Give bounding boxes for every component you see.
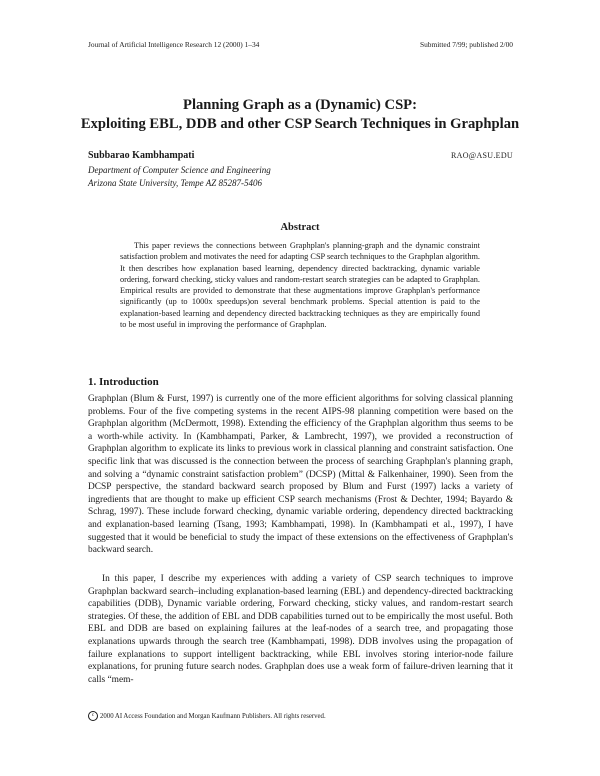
submission-dates: Submitted 7/99; published 2/00 <box>420 40 513 49</box>
author-email: RAO@ASU.EDU <box>450 151 513 160</box>
copyright-text: 2000 AI Access Foundation and Morgan Kaufmann Publishers. All rights reserved. <box>100 712 326 720</box>
abstract-heading: Abstract <box>280 222 320 233</box>
paper-title <box>60 96 540 134</box>
body-paragraph-2: In this paper, I describe my experiences with adding a variety of CSP search techniques to improve Graphplan backward search–including explanation-based learning (EBL) and dependency-directed backtracking capabilities (DDB), Dynamic variable ordering, Forward checking, sticky values, and random-restart search strategies. Of these, the addition of EBL and DDB capabilities turned out to be empirically the most useful. Both EBL and DDB are based on explaining failures at the leaf-nodes of a search tree, and propagating those explanations upwards through the search tree (Kambhampati, 1998). DDB involves using the propagation of failure explanations to support intelligent backtracking, while EBL involves storing interior-node failure explanations, for pruning future search nodes. Graphplan does use a weak form of failure-driven learning that it calls “mem- <box>88 574 513 685</box>
author-university: Arizona State University, Tempe AZ 85287-5406 <box>88 178 262 188</box>
running-head <box>88 40 513 49</box>
author-name: Subbarao Kambhampati <box>88 150 195 161</box>
copyright-icon: c <box>88 711 98 721</box>
body-paragraph-1: Graphplan (Blum & Furst, 1997) is currently one of the more efficient algorithms for solving classical planning problems. Four of the five competing systems in the recent AIPS-98 planning competition were based on the Graphplan algorithm (McDermott, 1998). Extending the efficiency of the Graphplan algorithm thus seems to be a worth-while activity. In (Kambhampati, Parker, & Lambrecht, 1997), we provided a reconstruction of Graphplan algorithm to explicate its links to previous work in classical planning and constraint satisfaction. One specific link that was discussed is the connection between the process of searching Graphplan's planning graph, and solving a “dynamic constraint satisfaction problem” (DCSP) (Mittal & Falkenhainer, 1990). Seen from the DCSP perspective, the standard backward search proposed by Blum and Furst (1997) lacks a variety of ingredients that are thought to make up efficient CSP search mechanisms (Frost & Dechter, 1994; Bayardo & Schrag, 1997). These include forward checking, dynamic variable ordering, dependency directed backtracking and explanation-based learning (Tsang, 1993; Kambhampati, 1998). In (Kambhampati et al., 1997), I have suggested that it would be beneficial to study the impact of these extensions on the effectiveness of Graphplan's backward search. <box>88 394 513 556</box>
author-department: Department of Computer Science and Engineering <box>88 165 271 175</box>
copyright-footer <box>88 711 326 721</box>
title-line-1: Planning Graph as a (Dynamic) CSP: <box>183 97 417 113</box>
title-line-2: Exploiting EBL, DDB and other CSP Search Techniques in Graphplan <box>80 116 520 132</box>
author-row <box>88 150 513 161</box>
section-heading: 1. Introduction <box>88 376 159 388</box>
abstract-text: This paper reviews the connections between Graphplan's planning-graph and the dynamic constraint satisfaction problem and motivates the need for adapting CSP search techniques to the Graphplan algorithm. It then describes how explanation based learning, dependency directed backtracking, dynamic variable ordering, forward checking, sticky values and random-restart search strategies can be adapted to Graphplan. Empirical results are provided to demonstrate that these augmentations improve Graphplan's performance significantly (up to 1000x speedups)on several benchmark problems. Special attention is paid to the explanation-based learning and dependency directed backtracking techniques as they are empirically found to be most useful in improving the performance of Graphplan. <box>120 241 480 330</box>
journal-citation: Journal of Artificial Intelligence Research 12 (2000) 1–34 <box>88 40 260 49</box>
